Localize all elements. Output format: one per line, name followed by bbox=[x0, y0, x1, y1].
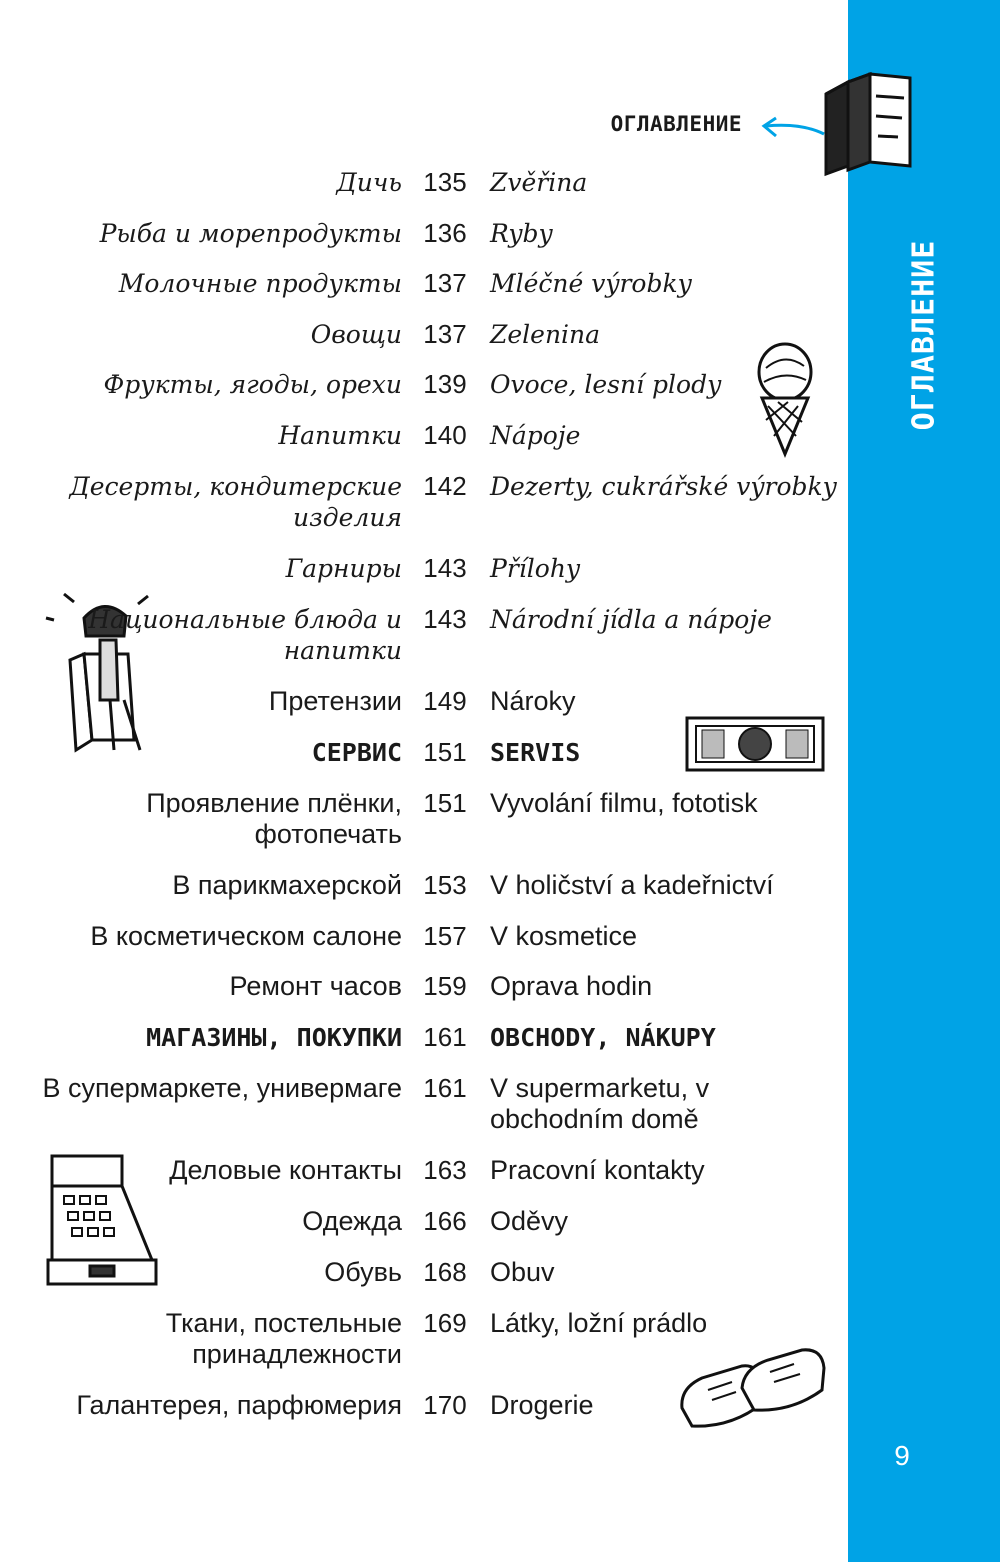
toc-ru-title: В парикмахерской bbox=[172, 870, 402, 900]
toc-cz-title: Oprava hodin bbox=[490, 971, 653, 1001]
toc-ru-title: Ремонт часов bbox=[229, 971, 402, 1001]
side-tab bbox=[848, 0, 1000, 1562]
toc-cz-title: V holičství a kadeřnictví bbox=[490, 870, 774, 900]
toc-page-number: 153 bbox=[423, 870, 467, 900]
toc-ru-title: Деловые контакты bbox=[169, 1155, 402, 1185]
toc-page-number: 157 bbox=[423, 921, 467, 951]
toc-page-number: 137 bbox=[423, 268, 467, 298]
side-tab-title: ОГЛАВЛЕНИЕ bbox=[906, 239, 942, 431]
toc-cz-title: Zelenina bbox=[490, 320, 601, 349]
toc-page-number: 140 bbox=[423, 420, 467, 450]
toc-page-number: 135 bbox=[423, 167, 467, 197]
toc-ru-title: В косметическом салоне bbox=[90, 921, 402, 951]
toc-page-number: 159 bbox=[423, 971, 467, 1001]
toc-cz-title: Drogerie bbox=[490, 1390, 594, 1420]
toc-cz-title: Ovoce, lesní plody bbox=[490, 370, 722, 399]
toc-page-number: 142 bbox=[423, 471, 467, 501]
toc-ru-title: Национальные блюда и напитки bbox=[88, 605, 402, 665]
toc-page-number: 161 bbox=[423, 1022, 467, 1052]
toc-cz-title: OBCHODY, NÁKUPY bbox=[490, 1023, 716, 1052]
toc-ru-title: СЕРВИС bbox=[311, 738, 402, 767]
toc-cz-title: Ryby bbox=[490, 219, 553, 248]
page-number: 9 bbox=[894, 1440, 910, 1471]
toc-page-number: 170 bbox=[423, 1390, 467, 1420]
toc-ru-title: Проявление плёнки, фотопечать bbox=[146, 788, 402, 849]
toc-ru-title: Фрукты, ягоды, орехи bbox=[103, 370, 402, 399]
toc-page-number: 136 bbox=[423, 218, 467, 248]
toc-page-number: 143 bbox=[423, 604, 467, 634]
toc-cz-title: Látky, ložní prádlo bbox=[490, 1308, 708, 1338]
toc-ru-title: МАГАЗИНЫ, ПОКУПКИ bbox=[146, 1023, 402, 1052]
toc-ru-title: Десерты, кондитерские изделия bbox=[69, 472, 402, 532]
toc-cz-title: Národní jídla a nápoje bbox=[490, 605, 772, 634]
toc-page-number: 143 bbox=[423, 553, 467, 583]
toc-cz-title: Oděvy bbox=[490, 1206, 569, 1236]
toc-cz-title: Pracovní kontakty bbox=[490, 1155, 705, 1185]
toc-page-number: 149 bbox=[423, 686, 467, 716]
toc-page-number: 168 bbox=[423, 1257, 467, 1287]
toc-cz-title: Vyvolání filmu, fototisk bbox=[490, 788, 758, 818]
toc-ru-title: Одежда bbox=[302, 1206, 402, 1236]
toc-cz-title: Nápoje bbox=[490, 421, 581, 450]
toc-page-number: 166 bbox=[423, 1206, 467, 1236]
toc-page-number: 139 bbox=[423, 369, 467, 399]
toc-ru-title: Напитки bbox=[278, 421, 402, 450]
toc-cz-title: Zvěřina bbox=[490, 168, 588, 197]
toc-cz-title: SERVIS bbox=[490, 738, 581, 767]
toc-ru-title: Обувь bbox=[324, 1257, 402, 1287]
toc-ru-title: Галантерея, парфюмерия bbox=[76, 1390, 402, 1420]
toc-page-number: 151 bbox=[423, 737, 467, 767]
toc-cz-title: Dezerty, cukrářské výrobky bbox=[490, 472, 837, 501]
toc-cz-title: Nároky bbox=[490, 686, 576, 716]
books-icon bbox=[818, 66, 923, 181]
toc-ru-title: Молочные продукты bbox=[118, 269, 402, 298]
contents-heading: ОГЛАВЛЕНИЕ bbox=[610, 112, 742, 136]
toc-cz-title: Přílohy bbox=[490, 554, 581, 583]
toc-page-number: 161 bbox=[423, 1073, 467, 1103]
toc-ru-title: Рыба и морепродукты bbox=[99, 219, 402, 248]
shoes-icon bbox=[672, 1338, 832, 1438]
toc-ru-title: Ткани, постельные принадлежности bbox=[165, 1308, 402, 1369]
toc-cz-title: V supermarketu, v obchodním domě bbox=[490, 1073, 710, 1134]
toc-page-number: 163 bbox=[423, 1155, 467, 1185]
toc-page-number: 169 bbox=[423, 1308, 467, 1338]
toc-ru-title: Претензии bbox=[268, 686, 402, 716]
toc-ru-title: Гарниры bbox=[285, 554, 402, 583]
toc-cz-title: Mléčné výrobky bbox=[490, 269, 692, 298]
toc-ru-title: Дичь bbox=[336, 168, 402, 197]
toc-page-number: 151 bbox=[423, 788, 467, 818]
toc-ru-title: Овощи bbox=[310, 320, 402, 349]
toc-ru-title: В супермаркете, универмаге bbox=[42, 1073, 402, 1103]
toc-page-number: 137 bbox=[423, 319, 467, 349]
toc-cz-title: Obuv bbox=[490, 1257, 555, 1287]
toc-cz-title: V kosmetice bbox=[490, 921, 638, 951]
